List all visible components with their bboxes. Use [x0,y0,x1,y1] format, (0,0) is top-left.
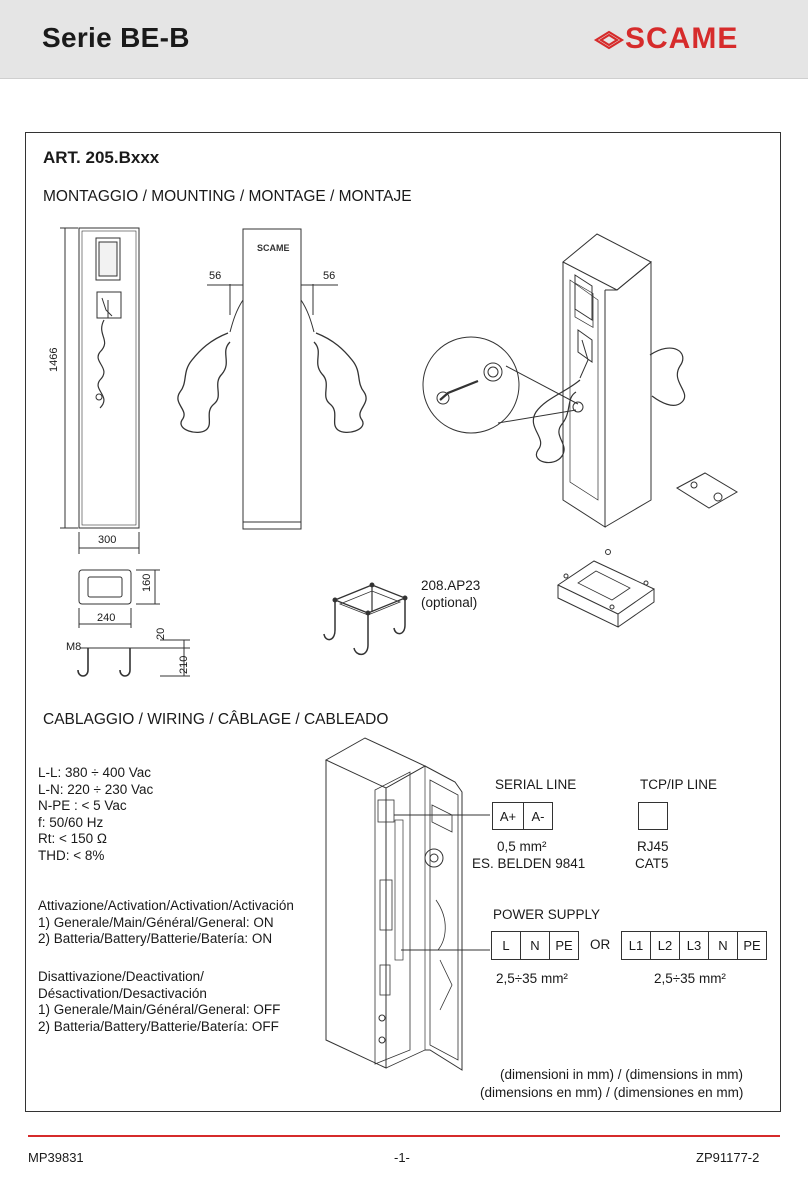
three-phase-section: 2,5÷35 mm² [654,971,726,986]
spec-line: Rt: < 150 Ω [38,831,108,846]
mounting-heading: MONTAGGIO / MOUNTING / MONTAGE / MONTAJE [43,188,412,205]
pillar-brand-label: SCAME [257,243,290,253]
serial-line-title: SERIAL LINE [495,777,577,792]
activation-step: 1) Generale/Main/Général/General: ON [38,914,274,930]
units-note-2: (dimensions en mm) / (dimensiones en mm) [480,1085,744,1100]
power-terminal: L1 [621,931,651,960]
spec-line: N-PE : < 5 Vac [38,798,127,813]
activation-step: 2) Batteria/Battery/Batterie/Batería: ON [38,931,273,946]
dim-anchor-length: 210 [178,655,190,674]
deactivation-step: 2) Batteria/Battery/Batterie/Batería: OFF [38,1018,279,1034]
power-terminal: PE [549,931,579,960]
deactivation-step: 1) Generale/Main/Général/General: OFF [38,1002,281,1017]
brand-logo: SCAME [625,22,739,55]
footer-revision: ZP91177-2 [696,1150,760,1165]
footer-page-number: -1- [394,1150,410,1165]
power-terminal: PE [737,931,767,960]
spec-line: THD: < 8% [38,847,105,863]
dim-side-right: 56 [323,270,336,282]
serial-terminal-a-plus: A+ [492,802,524,830]
deactivation-title: Désactivation/Desactivación [38,985,207,1001]
dim-width: 300 [98,534,117,546]
serial-terminal-a-minus: A- [523,802,553,830]
power-terminal: N [708,931,738,960]
dim-side-left: 56 [209,270,222,282]
footer-doc-code: MP39831 [28,1150,84,1165]
dim-height: 1466 [48,347,60,372]
single-phase-section: 2,5÷35 mm² [496,971,568,986]
dim-frame-width: 240 [97,612,116,624]
footer-divider [28,1135,780,1137]
deactivation-title: Disattivazione/Deactivation/ [38,969,204,984]
dim-frame-depth: 160 [141,573,153,592]
power-supply-title: POWER SUPPLY [493,907,601,922]
article-code: ART. 205.Bxxx [43,148,160,167]
activation-title: Attivazione/Activation/Activation/Activación [38,898,294,913]
tcp-line-title: TCP/IP LINE [640,777,718,792]
dim-anchor-top: 20 [155,627,167,640]
power-or: OR [590,937,611,952]
wiring-heading: CABLAGGIO / WIRING / CÂBLAGE / CABLEADO [43,711,389,728]
dim-bolt: M8 [66,641,82,653]
spec-line: L-L: 380 ÷ 400 Vac [38,765,151,780]
tcp-connector-box [638,802,668,830]
power-terminal: L2 [650,931,680,960]
accessory-note: (optional) [421,595,478,610]
spec-line: f: 50/60 Hz [38,814,104,830]
power-terminal: L [491,931,521,960]
spec-line: L-N: 220 ÷ 230 Vac [38,781,154,797]
serial-cable-type: ES. BELDEN 9841 [472,856,586,871]
power-terminal: N [520,931,550,960]
accessory-code: 208.AP23 [421,578,481,593]
tcp-connector: RJ45 [637,839,669,854]
units-note-1: (dimensioni in mm) / (dimensions in mm) [500,1067,744,1082]
serial-cable-section: 0,5 mm² [497,839,547,854]
power-terminal: L3 [679,931,709,960]
series-title: Serie BE-B [42,22,190,53]
tcp-cable: CAT5 [635,856,669,871]
